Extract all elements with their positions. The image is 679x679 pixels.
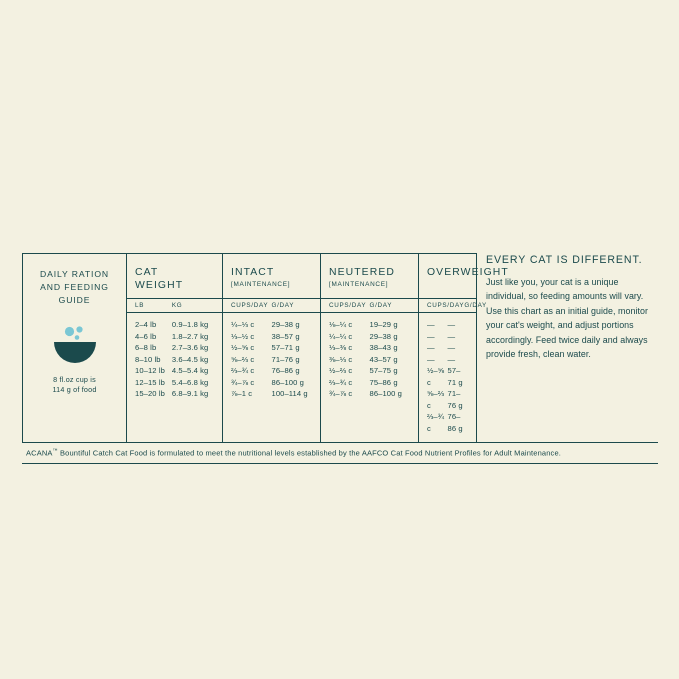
cell-cups: — [427, 354, 435, 364]
cell-grams: 57–71 g [271, 343, 300, 353]
subheader-kg: KG [171, 302, 183, 309]
subheader-g-day: G/DAY [369, 302, 393, 309]
table-row [427, 342, 468, 354]
cell-cups: — [427, 320, 435, 329]
cat-food-bowl-icon [48, 323, 102, 363]
cell-lb: 6–8 lb [135, 343, 157, 353]
cell-grams: 57–75 g [369, 366, 398, 376]
cup-note-line2: 114 g of food [52, 385, 97, 395]
cell-grams: — [447, 320, 456, 329]
column-intact-cells [223, 313, 320, 408]
cell-cups: ¾–⅞ c [231, 377, 255, 387]
table-row [231, 342, 312, 354]
table-row [135, 388, 214, 400]
cell-grams: 43–57 g [369, 354, 398, 364]
cell-grams: 19–29 g [369, 320, 398, 329]
cell-lb: 12–15 lb [135, 377, 165, 387]
every-cat-is-different-block [486, 253, 658, 442]
cell-grams: 71–76 g [447, 389, 463, 410]
cell-cups: ⅔–¾ c [427, 412, 445, 433]
subheader-g-day: G/DAY [464, 302, 487, 309]
table-row [135, 331, 214, 343]
every-cat-title: EVERY CAT IS DIFFERENT. [486, 254, 643, 266]
cell-cups: ¼–¼ c [329, 331, 353, 341]
table-row [427, 331, 468, 343]
cell-cups: ⅛–¼ c [329, 320, 353, 329]
cell-lb: 10–12 lb [135, 366, 165, 376]
cell-cups: ⅜–⅓ c [329, 354, 353, 364]
column-cat-weight-subheader [127, 298, 222, 313]
table-row [329, 377, 410, 389]
table-row [231, 377, 312, 389]
cell-grams: 100–114 g [271, 389, 308, 399]
column-overweight-header [419, 254, 509, 298]
table-row [427, 411, 468, 434]
table-row [135, 319, 214, 331]
cell-lb: 2–4 lb [135, 320, 157, 329]
cell-grams: 86–100 g [369, 389, 402, 399]
cell-cups: ⅔–¾ c [231, 366, 255, 376]
column-neutered-cells [321, 313, 418, 408]
table-row [231, 319, 312, 331]
footnote-text: Bountiful Catch Cat Food is formulated to meet the nutritional levels established by the AAFCO Cat Food Nutrient Profiles for Adult Maintenance. [57, 448, 561, 458]
daily-ration-title-line1: DAILY RATION [39, 269, 110, 279]
cell-cups: ⅓–½ c [231, 331, 255, 341]
cell-cups: ¾–⅞ c [329, 389, 353, 399]
cell-kg: 5.4–6.8 kg [171, 377, 209, 387]
table-row [427, 354, 468, 366]
column-cat-weight-title-line1: CAT [135, 267, 159, 278]
column-overweight-title: OVERWEIGHT [427, 267, 509, 278]
table-row [231, 331, 312, 343]
cell-kg: 2.7–3.6 kg [171, 343, 209, 353]
cell-grams: 86–100 g [271, 377, 304, 387]
cell-lb: 4–6 lb [135, 331, 157, 341]
column-neutered-header [321, 254, 418, 298]
cell-kg: 0.9–1.8 kg [171, 320, 209, 329]
table-row [329, 319, 410, 331]
cell-cups: ¼–⅓ c [231, 320, 255, 329]
cell-cups: ⅔–¾ c [329, 377, 353, 387]
cell-grams: — [447, 331, 456, 341]
daily-ration-cell [23, 254, 127, 442]
table-row [135, 377, 214, 389]
column-overweight-cells [419, 313, 476, 442]
every-cat-body: Just like you, your cat is a unique individual, so feeding amounts will vary. Use this chart as an initial guide, monitor your cat's weight, and adjust portions accordingly. Feed twice daily and always provide fresh, clean water. [486, 277, 648, 360]
daily-ration-title [31, 268, 118, 307]
cell-cups: ½–⅔ c [329, 366, 353, 376]
column-intact-title: INTACT [231, 267, 275, 278]
table-row [231, 365, 312, 377]
cell-cups: ⅞–1 c [231, 389, 253, 399]
column-intact-subheader [223, 298, 320, 313]
cell-cups: ⅓–⅜ c [329, 343, 353, 353]
table-row [135, 365, 214, 377]
footnote-brand: ACANA [26, 448, 53, 458]
column-intact [223, 254, 321, 442]
table-row [329, 331, 410, 343]
cell-cups: ½–⅝ c [427, 366, 445, 387]
aafco-footnote [22, 442, 658, 464]
column-neutered-title: NEUTERED [329, 267, 395, 278]
daily-ration-title-line2: AND FEEDING GUIDE [40, 281, 109, 305]
cell-kg: 1.8–2.7 kg [171, 331, 209, 341]
cup-note-line1: 8 fl.oz cup is [53, 374, 96, 384]
cell-grams: 76–86 g [447, 412, 463, 433]
column-neutered-subtitle: [MAINTENANCE] [329, 281, 389, 288]
subheader-g-day: G/DAY [271, 302, 295, 309]
cell-lb: 8–10 lb [135, 354, 161, 364]
cell-grams: 57–71 g [447, 366, 463, 387]
feeding-table-body [23, 254, 509, 442]
feeding-guide-main [22, 253, 658, 442]
table-row [427, 388, 468, 411]
cell-grams: — [447, 343, 456, 353]
table-row [427, 319, 468, 331]
column-cat-weight-cells [127, 313, 222, 408]
subheader-lb: LB [135, 302, 145, 309]
column-cat-weight-title-line2: WEIGHT [135, 280, 184, 291]
cell-cups: ½–⅝ c [231, 343, 255, 353]
cell-grams: 29–38 g [369, 331, 398, 341]
cell-grams: 38–57 g [271, 331, 300, 341]
table-row [135, 342, 214, 354]
subheader-cups-day: CUPS/DAY [231, 302, 269, 309]
cell-cups: ⅝–⅔ c [427, 389, 445, 410]
column-cat-weight-header [127, 254, 222, 298]
table-row [427, 365, 468, 388]
cell-cups: — [427, 331, 435, 341]
column-intact-header [223, 254, 320, 298]
cell-grams: 29–38 g [271, 320, 300, 329]
column-overweight-subheader [419, 298, 487, 313]
feeding-table [22, 253, 509, 442]
column-neutered-subheader [321, 298, 418, 313]
table-row [231, 388, 312, 400]
cell-cups: — [427, 343, 435, 353]
cell-cups: ⅝–⅔ c [231, 354, 255, 364]
column-overweight [419, 254, 509, 442]
column-intact-subtitle: [MAINTENANCE] [231, 281, 291, 288]
feeding-guide-panel [22, 253, 658, 464]
subheader-cups-day: CUPS/DAY [427, 302, 465, 309]
table-row [329, 365, 410, 377]
cell-grams: 38–43 g [369, 343, 398, 353]
cup-note [52, 375, 96, 397]
footnote-trademark: ™ [52, 448, 58, 455]
cell-kg: 3.6–4.5 kg [171, 354, 209, 364]
column-cat-weight [127, 254, 223, 442]
cell-grams: 75–86 g [369, 377, 398, 387]
table-row [329, 354, 410, 366]
table-row [329, 342, 410, 354]
cell-grams: 76–86 g [271, 366, 300, 376]
table-row [231, 354, 312, 366]
table-row [329, 388, 410, 400]
cell-kg: 4.5–5.4 kg [171, 366, 209, 376]
cell-grams: — [447, 354, 456, 364]
column-neutered [321, 254, 419, 442]
cell-lb: 15–20 lb [135, 389, 165, 399]
table-row [135, 354, 214, 366]
feeding-columns [127, 254, 509, 442]
subheader-cups-day: CUPS/DAY [329, 302, 367, 309]
cell-grams: 71–76 g [271, 354, 300, 364]
cell-kg: 6.8–9.1 kg [171, 389, 209, 399]
